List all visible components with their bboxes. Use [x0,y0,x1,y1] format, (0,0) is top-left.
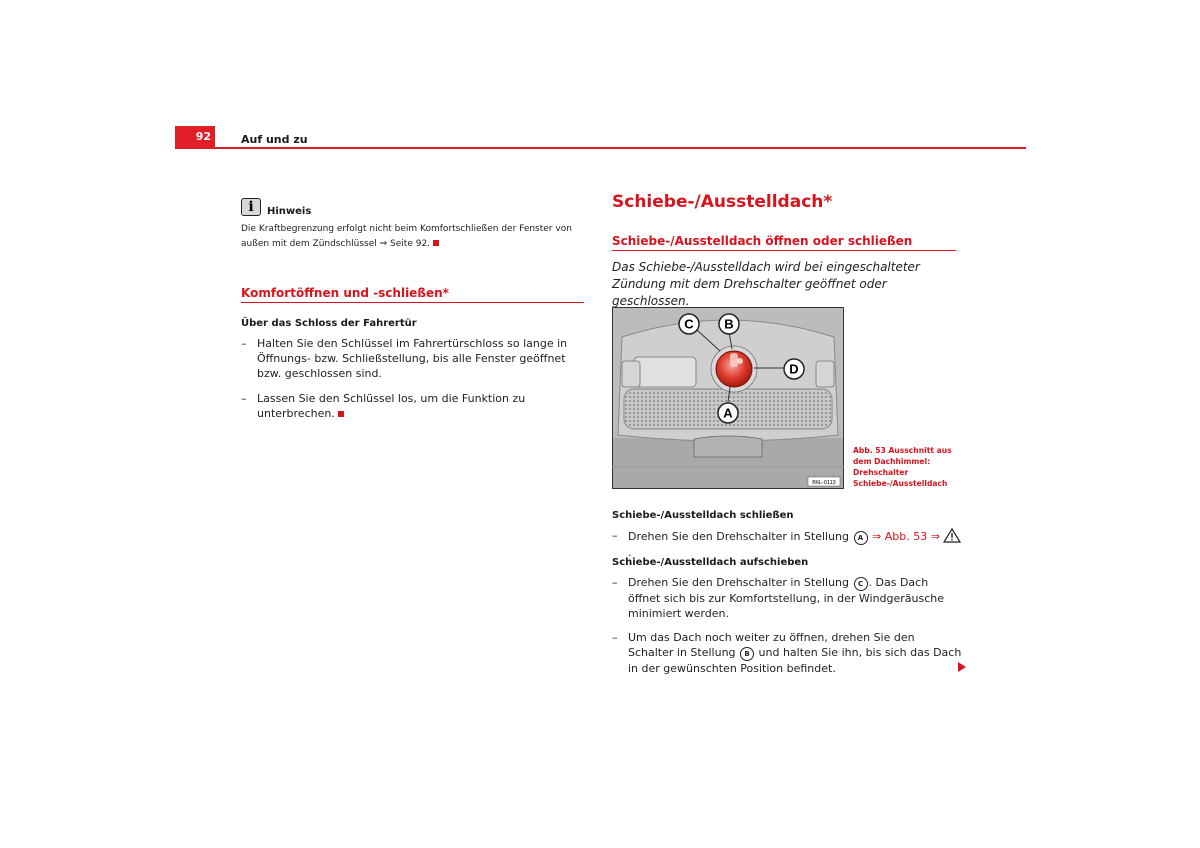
intro-text: Das Schiebe-/Ausstelldach wird bei eingeschalteter Zündung mit dem Drehschalter geöffnet oder geschlossen. [612,260,920,308]
list-item-text: Lassen Sie den Schlüssel los, um die Funktion zu unterbrechen. [257,392,526,420]
roof-console-figure [612,307,844,489]
section-rule [241,302,584,303]
figure-reference: ⇒ Abb. 53 ⇒ [872,530,940,543]
list-item [612,630,962,676]
figure-label-b [719,314,739,334]
list-dash: – [612,576,618,589]
list-dash: – [241,392,247,405]
list-item [612,575,962,621]
main-title: Schiebe-/Ausstelldach* [612,192,833,212]
end-mark-icon [338,411,344,417]
subtitle-open: Schiebe-/Ausstelldach aufschieben [612,557,809,568]
list-item-text: Drehen Sie den Drehschalter in Stellung [628,576,850,589]
list-item [612,528,962,560]
list-item-text: . Das Dach öffnet sich bis zur Komfortstellung, in der Windgeräusche minimiert werden. [628,576,945,620]
figure-code: B6L-0113 [812,480,836,486]
end-punctuation: . [628,546,632,559]
section-title-comfort: Komfortöffnen und -schließen* [241,286,449,300]
figure-label-d [784,359,804,379]
svg-text:A: A [723,405,733,421]
section-rule [612,250,956,251]
figure-caption: Abb. 53 Ausschnitt aus dem Dachhimmel: Drehschalter Schiebe-/Ausstelldach [853,446,952,488]
warning-icon [943,528,961,543]
end-mark-icon [433,240,439,246]
page-number: 92 [175,126,215,148]
position-b-badge: B [740,647,754,661]
list-item-text: Um das Dach noch weiter zu öffnen, drehen Sie den Schalter in Stellung [628,631,915,659]
note-title: Hinweis [267,206,312,217]
list-item-content [612,630,962,676]
section-title-sunroof: Schiebe-/Ausstelldach öffnen oder schließen [612,234,913,248]
position-c-badge: C [854,577,868,591]
note-body: Die Kraftbegrenzung erfolgt nicht beim Komfortschließen der Fenster von außen mit dem Zündschlüssel ⇒ Seite 92. [241,224,572,249]
list-dash: – [241,337,247,350]
list-item [241,391,586,421]
list-item-text-wrap [241,391,586,421]
note-text [241,222,586,252]
list-dash: – [612,631,618,644]
list-item-text: Halten Sie den Schlüssel im Fahrertürschloss so lange in Öffnungs- bzw. Schließstellung, bis alle Fenster geöffnet bzw. geschlossen sind. [257,337,568,380]
list-item-content [612,528,962,560]
svg-text:C: C [684,316,694,332]
continue-arrow-icon [958,662,966,672]
figure-label-a [718,403,738,423]
subtitle-close: Schiebe-/Ausstelldach schließen [612,510,794,521]
chapter-title: Auf und zu [241,133,308,146]
svg-text:B: B [724,316,734,332]
list-dash: – [612,529,618,542]
info-icon: i [241,198,261,216]
list-item-text: Drehen Sie den Drehschalter in Stellung [628,530,850,543]
subtitle-driver-door: Über das Schloss der Fahrertür [241,318,417,329]
list-item-content [612,575,962,621]
list-item [241,336,586,381]
list-item-text: und halten Sie ihn, bis sich das Dach in der gewünschten Position befindet. [628,646,962,675]
position-a-badge: A [854,531,868,545]
header-rule [175,147,1026,149]
svg-text:D: D [789,361,799,377]
figure-label-c [679,314,699,334]
